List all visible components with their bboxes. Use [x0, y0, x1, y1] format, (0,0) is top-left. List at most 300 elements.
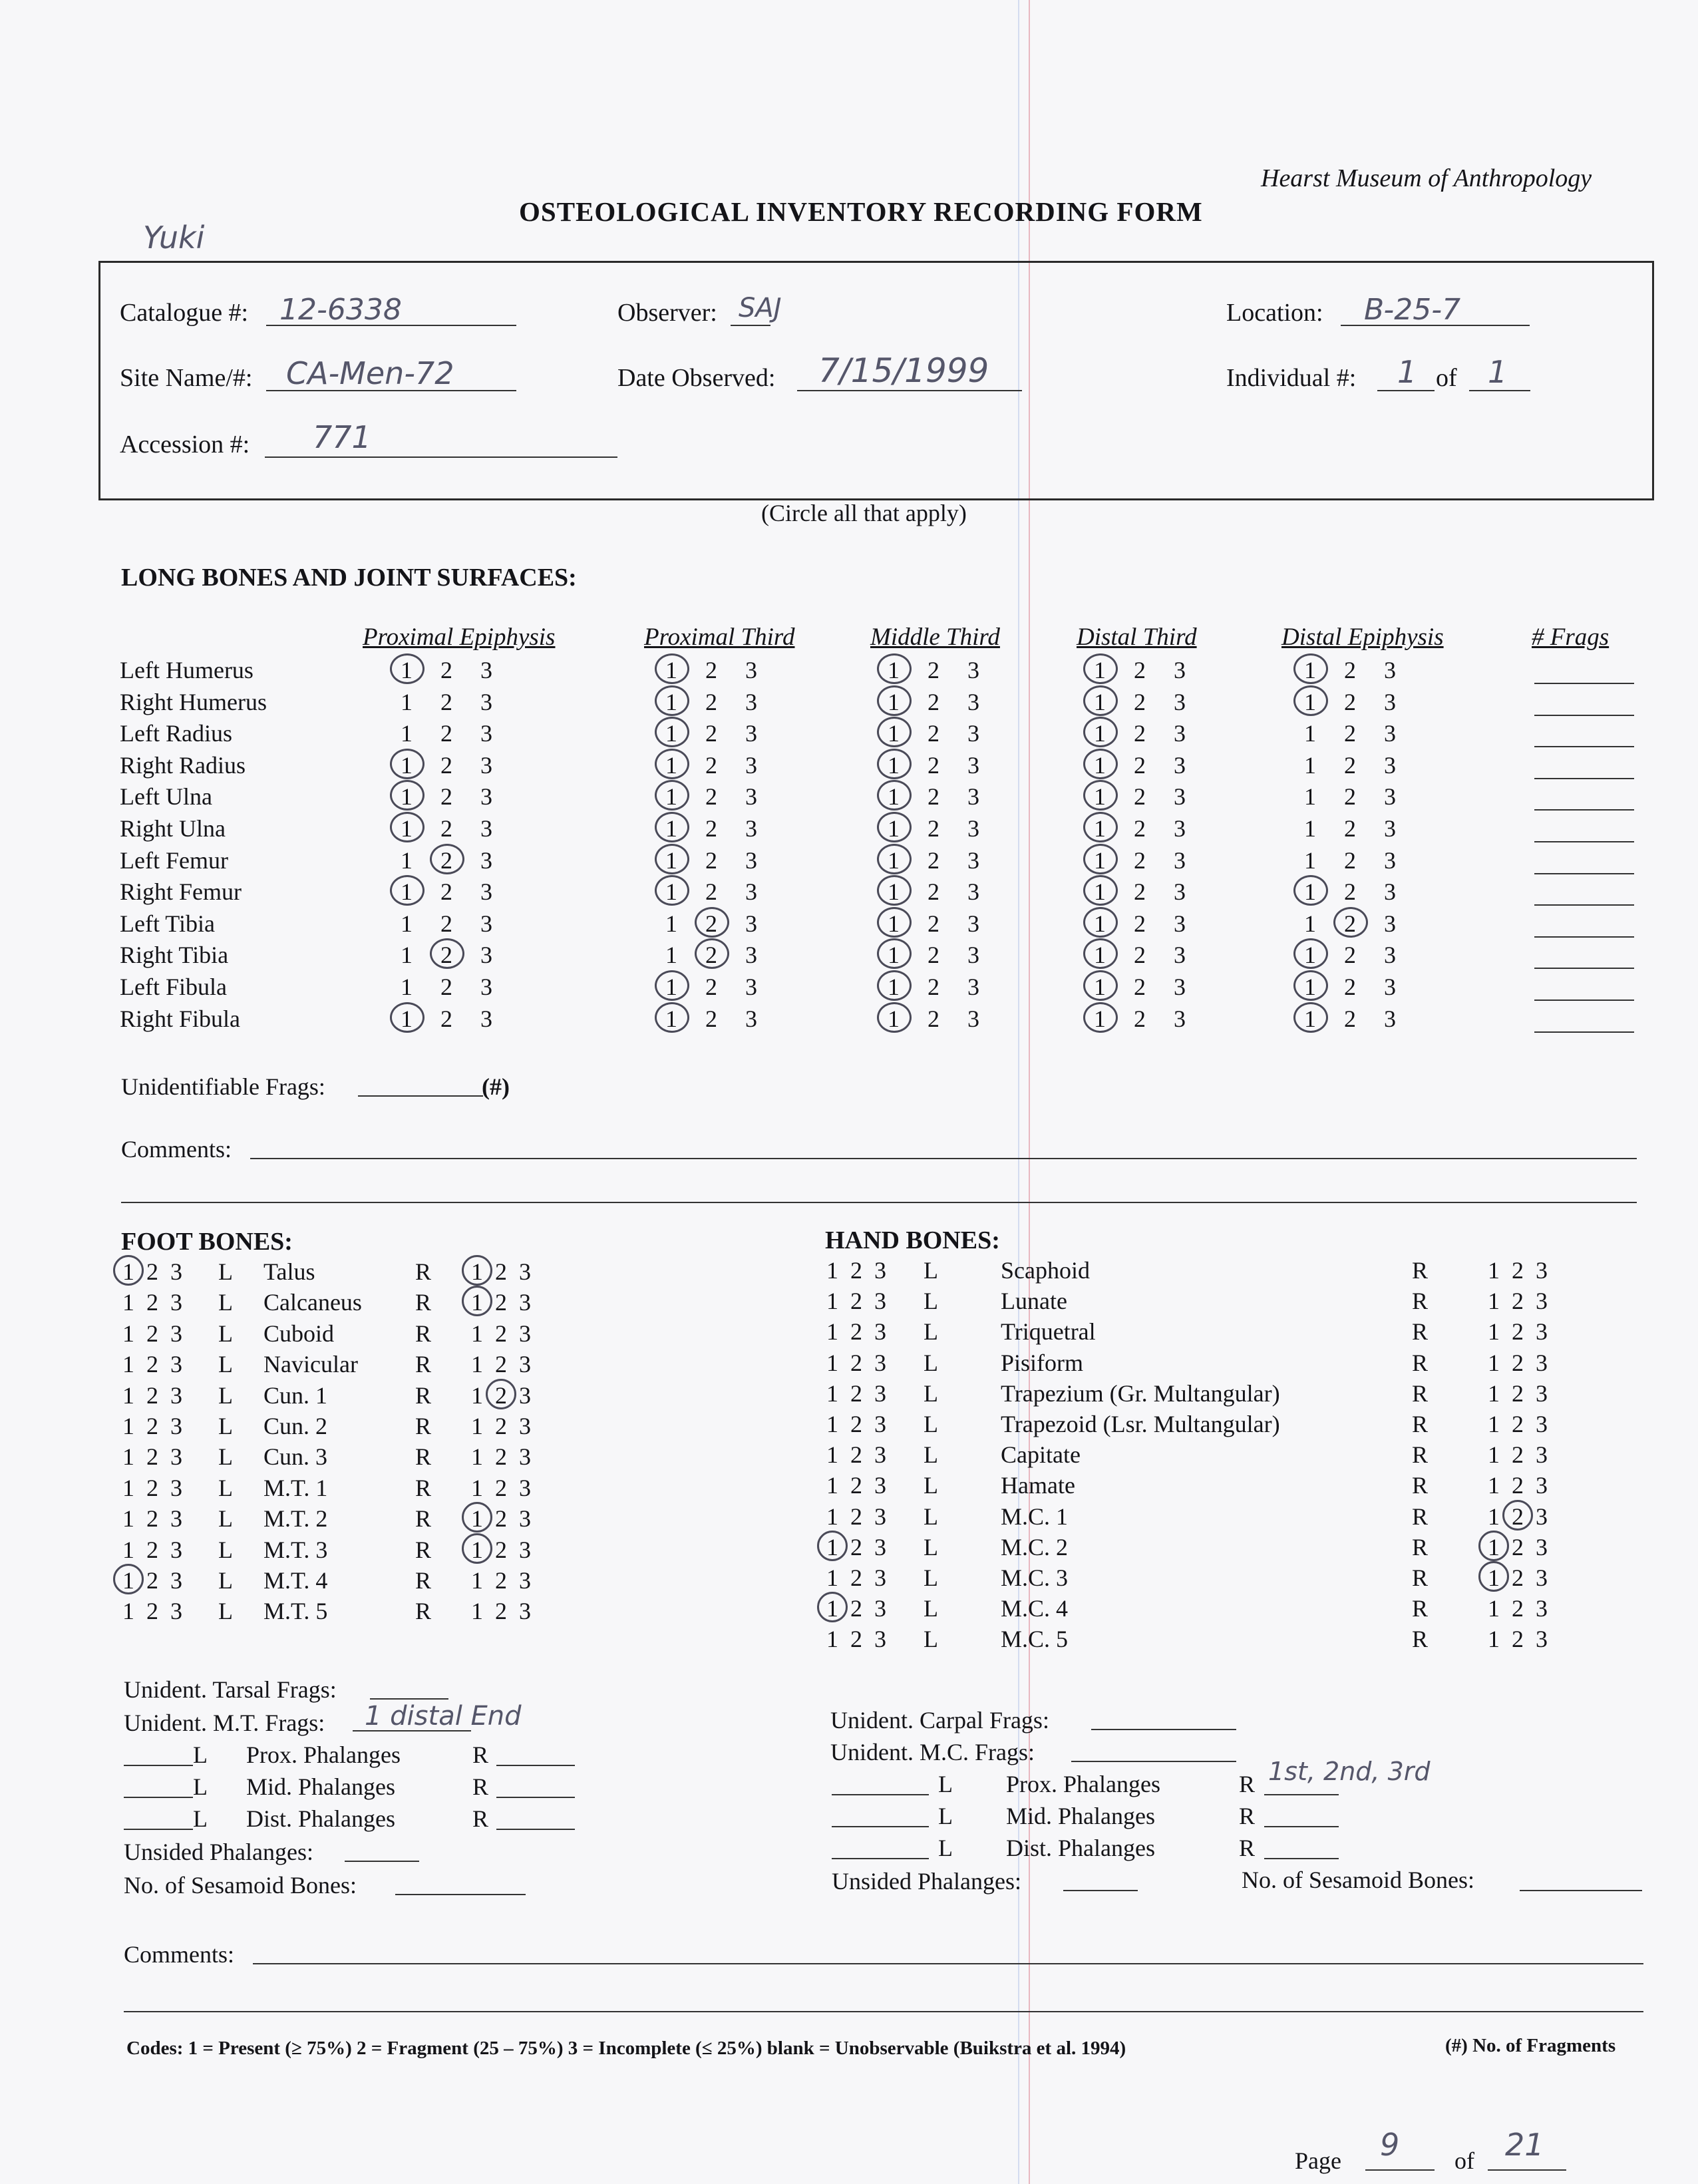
score-right-fibula-c0-1[interactable]: 1: [401, 1005, 413, 1032]
score-left-ulna-c0-2[interactable]: 2: [440, 783, 452, 811]
score-right-fibula-c2-2[interactable]: 2: [928, 1005, 939, 1032]
score-right-ulna-c0-3[interactable]: 3: [480, 815, 492, 842]
hand-left-hamate-3[interactable]: 3: [874, 1472, 886, 1499]
score-right-femur-c3-2[interactable]: 2: [1134, 878, 1146, 906]
foot-left-cun-1-1[interactable]: 1: [122, 1381, 134, 1409]
score-left-femur-c4-2[interactable]: 2: [1344, 846, 1356, 874]
mc-frags-field[interactable]: [1071, 1761, 1236, 1762]
foot-left-m-t-5-1[interactable]: 1: [122, 1598, 134, 1625]
foot-right-cuboid-1[interactable]: 1: [471, 1320, 483, 1347]
frags-field-right-tibia[interactable]: [1534, 968, 1634, 969]
score-right-humerus-c0-1[interactable]: 1: [401, 688, 413, 715]
foot-left-m-t-2-1[interactable]: 1: [122, 1505, 134, 1533]
score-left-femur-c4-1[interactable]: 1: [1304, 846, 1316, 874]
foot-prox-right-field[interactable]: [496, 1765, 575, 1766]
hand-left-triquetral-2[interactable]: 2: [850, 1318, 862, 1346]
hand-left-lunate-2[interactable]: 2: [850, 1288, 862, 1315]
score-right-radius-c0-2[interactable]: 2: [440, 751, 452, 779]
foot-right-cun-1-3[interactable]: 3: [519, 1381, 531, 1409]
foot-right-m-t-3-1[interactable]: 1: [471, 1536, 483, 1563]
hand-left-m-c-2-1[interactable]: 1: [826, 1533, 838, 1560]
score-right-femur-c4-2[interactable]: 2: [1344, 878, 1356, 906]
hand-right-triquetral-1[interactable]: 1: [1488, 1318, 1500, 1346]
score-right-humerus-c2-3[interactable]: 3: [967, 688, 979, 715]
hand-left-m-c-3-2[interactable]: 2: [850, 1564, 862, 1591]
foot-left-calcaneus-2[interactable]: 2: [146, 1289, 158, 1316]
score-left-ulna-c3-1[interactable]: 1: [1094, 783, 1106, 811]
score-left-ulna-c4-2[interactable]: 2: [1344, 783, 1356, 811]
score-left-tibia-c4-1[interactable]: 1: [1304, 910, 1316, 937]
score-right-tibia-c3-1[interactable]: 1: [1094, 942, 1106, 969]
score-left-femur-c3-2[interactable]: 2: [1134, 846, 1146, 874]
score-left-radius-c2-3[interactable]: 3: [967, 720, 979, 747]
hand-mid-right-field[interactable]: [1264, 1826, 1339, 1827]
foot-right-cun-3-3[interactable]: 3: [519, 1443, 531, 1471]
hand-right-hamate-1[interactable]: 1: [1488, 1472, 1500, 1499]
foot-left-m-t-5-3[interactable]: 3: [170, 1598, 182, 1625]
score-left-femur-c0-2[interactable]: 2: [440, 846, 452, 874]
foot-right-m-t-4-2[interactable]: 2: [495, 1567, 507, 1594]
foot-left-cun-2-2[interactable]: 2: [146, 1413, 158, 1439]
score-left-femur-c0-3[interactable]: 3: [480, 846, 492, 874]
score-left-humerus-c3-3[interactable]: 3: [1174, 657, 1186, 683]
score-left-fibula-c1-3[interactable]: 3: [745, 974, 757, 1000]
foot-right-m-t-1-2[interactable]: 2: [495, 1474, 507, 1501]
score-right-ulna-c0-2[interactable]: 2: [440, 815, 452, 842]
score-right-fibula-c4-2[interactable]: 2: [1344, 1005, 1356, 1032]
score-left-femur-c2-3[interactable]: 3: [967, 846, 979, 874]
score-right-tibia-c2-2[interactable]: 2: [928, 942, 939, 969]
hand-left-m-c-5-2[interactable]: 2: [850, 1626, 862, 1653]
score-left-tibia-c3-3[interactable]: 3: [1174, 910, 1186, 937]
foot-right-m-t-1-3[interactable]: 3: [519, 1474, 531, 1501]
foot-right-m-t-2-1[interactable]: 1: [471, 1505, 483, 1533]
score-right-tibia-c0-2[interactable]: 2: [440, 942, 452, 969]
foot-left-m-t-5-2[interactable]: 2: [146, 1598, 158, 1625]
individual-total-field[interactable]: [1469, 390, 1530, 391]
score-right-fibula-c2-3[interactable]: 3: [967, 1005, 979, 1032]
score-left-fibula-c0-1[interactable]: 1: [401, 974, 413, 1000]
foot-unsided-field[interactable]: [345, 1861, 419, 1862]
long-bones-comments-field-2[interactable]: [121, 1202, 1637, 1203]
foot-left-m-t-2-2[interactable]: 2: [146, 1505, 158, 1533]
score-right-ulna-c1-2[interactable]: 2: [705, 815, 717, 842]
foot-left-cun-3-3[interactable]: 3: [170, 1443, 182, 1471]
score-right-femur-c1-2[interactable]: 2: [705, 878, 717, 906]
score-right-humerus-c0-3[interactable]: 3: [480, 688, 492, 715]
score-left-ulna-c1-1[interactable]: 1: [665, 783, 677, 811]
score-right-fibula-c4-1[interactable]: 1: [1304, 1005, 1316, 1032]
score-left-fibula-c2-1[interactable]: 1: [888, 974, 900, 1000]
score-right-radius-c4-2[interactable]: 2: [1344, 751, 1356, 779]
hand-left-trapezoid-lsr-multangular-1[interactable]: 1: [826, 1411, 838, 1437]
hand-prox-right-field[interactable]: [1264, 1794, 1339, 1795]
score-right-ulna-c1-3[interactable]: 3: [745, 815, 757, 842]
score-right-radius-c0-1[interactable]: 1: [401, 751, 413, 779]
long-bones-comments-field[interactable]: [250, 1158, 1637, 1159]
score-right-ulna-c3-1[interactable]: 1: [1094, 815, 1106, 842]
frags-field-left-tibia[interactable]: [1534, 936, 1634, 938]
score-left-humerus-c0-3[interactable]: 3: [480, 657, 492, 683]
hand-mid-left-field[interactable]: [832, 1826, 929, 1827]
score-right-fibula-c3-1[interactable]: 1: [1094, 1005, 1106, 1032]
hand-right-hamate-2[interactable]: 2: [1512, 1472, 1524, 1499]
foot-mid-left-field[interactable]: [124, 1797, 193, 1798]
hand-unsided-field[interactable]: [1063, 1890, 1138, 1891]
hand-right-hamate-3[interactable]: 3: [1536, 1472, 1548, 1499]
score-left-tibia-c3-1[interactable]: 1: [1094, 910, 1106, 937]
page-total-field[interactable]: [1488, 2169, 1566, 2171]
hand-right-capitate-1[interactable]: 1: [1488, 1441, 1500, 1469]
hand-left-hamate-2[interactable]: 2: [850, 1472, 862, 1499]
score-left-humerus-c0-2[interactable]: 2: [440, 657, 452, 683]
foot-left-talus-3[interactable]: 3: [170, 1258, 182, 1285]
score-left-ulna-c4-1[interactable]: 1: [1304, 783, 1316, 811]
hand-right-capitate-3[interactable]: 3: [1536, 1441, 1548, 1469]
score-right-radius-c2-1[interactable]: 1: [888, 751, 900, 779]
score-left-ulna-c2-2[interactable]: 2: [928, 783, 939, 811]
hand-right-m-c-4-1[interactable]: 1: [1488, 1595, 1500, 1622]
foot-left-cun-3-1[interactable]: 1: [122, 1443, 134, 1471]
score-right-tibia-c1-2[interactable]: 2: [705, 942, 717, 969]
score-right-humerus-c3-1[interactable]: 1: [1094, 688, 1106, 715]
score-right-femur-c2-1[interactable]: 1: [888, 878, 900, 906]
frags-field-left-radius[interactable]: [1534, 746, 1634, 747]
hand-left-triquetral-1[interactable]: 1: [826, 1318, 838, 1346]
score-left-radius-c4-1[interactable]: 1: [1304, 720, 1316, 747]
tarsal-frags-field[interactable]: [370, 1698, 448, 1700]
score-left-humerus-c2-2[interactable]: 2: [928, 657, 939, 683]
foot-right-m-t-4-3[interactable]: 3: [519, 1567, 531, 1594]
score-left-fibula-c4-2[interactable]: 2: [1344, 974, 1356, 1000]
hand-right-m-c-4-2[interactable]: 2: [1512, 1595, 1524, 1622]
hand-left-pisiform-1[interactable]: 1: [826, 1349, 838, 1376]
score-left-ulna-c1-3[interactable]: 3: [745, 783, 757, 811]
score-left-humerus-c3-1[interactable]: 1: [1094, 657, 1106, 683]
frags-field-left-femur[interactable]: [1534, 873, 1634, 874]
score-right-radius-c2-3[interactable]: 3: [967, 751, 979, 779]
score-right-humerus-c4-2[interactable]: 2: [1344, 688, 1356, 715]
foot-left-m-t-2-3[interactable]: 3: [170, 1505, 182, 1533]
foot-left-navicular-2[interactable]: 2: [146, 1351, 158, 1378]
hand-left-triquetral-3[interactable]: 3: [874, 1318, 886, 1346]
foot-right-cuboid-2[interactable]: 2: [495, 1320, 507, 1347]
score-right-femur-c1-1[interactable]: 1: [665, 878, 677, 906]
score-right-radius-c1-2[interactable]: 2: [705, 751, 717, 779]
score-left-humerus-c2-1[interactable]: 1: [888, 657, 900, 683]
score-right-tibia-c1-1[interactable]: 1: [665, 942, 677, 969]
hand-left-pisiform-2[interactable]: 2: [850, 1349, 862, 1376]
score-left-humerus-c0-1[interactable]: 1: [401, 657, 413, 683]
foot-left-cun-1-3[interactable]: 3: [170, 1381, 182, 1409]
frags-field-right-femur[interactable]: [1534, 904, 1634, 906]
score-left-femur-c0-1[interactable]: 1: [401, 846, 413, 874]
hand-dist-right-field[interactable]: [1264, 1858, 1339, 1859]
score-right-ulna-c3-2[interactable]: 2: [1134, 815, 1146, 842]
foot-left-cun-2-3[interactable]: 3: [170, 1413, 182, 1439]
foot-right-cun-2-3[interactable]: 3: [519, 1413, 531, 1439]
score-right-fibula-c2-1[interactable]: 1: [888, 1005, 900, 1032]
frags-field-right-radius[interactable]: [1534, 778, 1634, 779]
hand-left-m-c-2-3[interactable]: 3: [874, 1533, 886, 1560]
hand-right-trapezoid-lsr-multangular-3[interactable]: 3: [1536, 1411, 1548, 1437]
score-left-femur-c1-2[interactable]: 2: [705, 846, 717, 874]
hand-right-trapezium-gr-multangular-1[interactable]: 1: [1488, 1379, 1500, 1407]
score-left-radius-c2-2[interactable]: 2: [928, 720, 939, 747]
foot-right-m-t-5-3[interactable]: 3: [519, 1598, 531, 1625]
hand-right-m-c-1-3[interactable]: 3: [1536, 1503, 1548, 1530]
score-right-humerus-c2-1[interactable]: 1: [888, 688, 900, 715]
score-left-radius-c2-1[interactable]: 1: [888, 720, 900, 747]
score-right-fibula-c0-3[interactable]: 3: [480, 1005, 492, 1032]
score-left-ulna-c3-2[interactable]: 2: [1134, 783, 1146, 811]
foot-left-m-t-4-1[interactable]: 1: [122, 1567, 134, 1594]
foot-left-m-t-1-2[interactable]: 2: [146, 1474, 158, 1501]
score-right-fibula-c1-3[interactable]: 3: [745, 1005, 757, 1032]
foot-mid-right-field[interactable]: [496, 1797, 575, 1798]
score-left-ulna-c1-2[interactable]: 2: [705, 783, 717, 811]
score-left-fibula-c0-2[interactable]: 2: [440, 974, 452, 1000]
hand-left-trapezoid-lsr-multangular-3[interactable]: 3: [874, 1411, 886, 1437]
foot-left-m-t-3-2[interactable]: 2: [146, 1536, 158, 1563]
score-right-ulna-c4-1[interactable]: 1: [1304, 815, 1316, 842]
score-left-radius-c3-1[interactable]: 1: [1094, 720, 1106, 747]
hand-left-m-c-4-2[interactable]: 2: [850, 1595, 862, 1622]
foot-left-talus-2[interactable]: 2: [146, 1258, 158, 1285]
hand-left-m-c-1-2[interactable]: 2: [850, 1503, 862, 1530]
hand-left-m-c-4-1[interactable]: 1: [826, 1595, 838, 1622]
foot-right-calcaneus-2[interactable]: 2: [495, 1289, 507, 1316]
score-left-fibula-c1-2[interactable]: 2: [705, 974, 717, 1000]
hand-right-m-c-4-3[interactable]: 3: [1536, 1595, 1548, 1622]
hand-right-pisiform-3[interactable]: 3: [1536, 1349, 1548, 1376]
hand-right-scaphoid-1[interactable]: 1: [1488, 1257, 1500, 1284]
comments-field[interactable]: [253, 1963, 1643, 1964]
score-right-femur-c3-1[interactable]: 1: [1094, 878, 1106, 906]
foot-left-m-t-3-1[interactable]: 1: [122, 1536, 134, 1563]
hand-left-trapezium-gr-multangular-1[interactable]: 1: [826, 1379, 838, 1407]
score-left-radius-c0-1[interactable]: 1: [401, 720, 413, 747]
foot-right-m-t-3-2[interactable]: 2: [495, 1536, 507, 1563]
score-right-fibula-c1-2[interactable]: 2: [705, 1005, 717, 1032]
hand-right-trapezium-gr-multangular-3[interactable]: 3: [1536, 1379, 1548, 1407]
hand-right-trapezium-gr-multangular-2[interactable]: 2: [1512, 1379, 1524, 1407]
foot-right-talus-1[interactable]: 1: [471, 1258, 483, 1285]
score-left-tibia-c4-2[interactable]: 2: [1344, 910, 1356, 937]
hand-left-m-c-3-3[interactable]: 3: [874, 1564, 886, 1591]
score-left-femur-c1-1[interactable]: 1: [665, 846, 677, 874]
individual-field[interactable]: [1377, 390, 1435, 391]
score-left-humerus-c1-3[interactable]: 3: [745, 657, 757, 683]
score-left-ulna-c0-1[interactable]: 1: [401, 783, 413, 811]
hand-left-capitate-2[interactable]: 2: [850, 1441, 862, 1469]
hand-left-m-c-2-2[interactable]: 2: [850, 1533, 862, 1560]
hand-left-m-c-5-3[interactable]: 3: [874, 1626, 886, 1653]
score-right-tibia-c0-3[interactable]: 3: [480, 942, 492, 969]
score-left-fibula-c2-3[interactable]: 3: [967, 974, 979, 1000]
frags-field-right-humerus[interactable]: [1534, 715, 1634, 716]
foot-left-m-t-3-3[interactable]: 3: [170, 1536, 182, 1563]
hand-right-m-c-3-3[interactable]: 3: [1536, 1564, 1548, 1591]
score-left-radius-c4-3[interactable]: 3: [1384, 720, 1396, 747]
frags-field-right-fibula[interactable]: [1534, 1031, 1634, 1033]
observer-field[interactable]: [731, 325, 770, 326]
score-right-tibia-c4-2[interactable]: 2: [1344, 942, 1356, 969]
score-right-humerus-c3-3[interactable]: 3: [1174, 688, 1186, 715]
score-left-radius-c1-1[interactable]: 1: [665, 720, 677, 747]
foot-left-m-t-1-1[interactable]: 1: [122, 1474, 134, 1501]
score-left-radius-c3-2[interactable]: 2: [1134, 720, 1146, 747]
foot-left-m-t-4-3[interactable]: 3: [170, 1567, 182, 1594]
hand-left-lunate-1[interactable]: 1: [826, 1288, 838, 1315]
score-right-ulna-c1-1[interactable]: 1: [665, 815, 677, 842]
foot-left-cun-3-2[interactable]: 2: [146, 1443, 158, 1471]
score-right-ulna-c4-3[interactable]: 3: [1384, 815, 1396, 842]
date-field[interactable]: [797, 390, 1022, 391]
score-left-femur-c2-1[interactable]: 1: [888, 846, 900, 874]
score-left-fibula-c3-1[interactable]: 1: [1094, 974, 1106, 1000]
hand-left-pisiform-3[interactable]: 3: [874, 1349, 886, 1376]
score-right-tibia-c2-3[interactable]: 3: [967, 942, 979, 969]
score-right-radius-c0-3[interactable]: 3: [480, 751, 492, 779]
score-right-tibia-c4-1[interactable]: 1: [1304, 942, 1316, 969]
foot-right-cun-2-1[interactable]: 1: [471, 1413, 483, 1439]
score-right-femur-c0-3[interactable]: 3: [480, 878, 492, 906]
unident-frags-field[interactable]: [358, 1095, 483, 1097]
score-right-femur-c3-3[interactable]: 3: [1174, 878, 1186, 906]
hand-right-scaphoid-3[interactable]: 3: [1536, 1257, 1548, 1284]
hand-right-m-c-3-2[interactable]: 2: [1512, 1564, 1524, 1591]
foot-dist-left-field[interactable]: [124, 1829, 193, 1830]
score-right-fibula-c4-3[interactable]: 3: [1384, 1005, 1396, 1032]
score-left-tibia-c4-3[interactable]: 3: [1384, 910, 1396, 937]
foot-left-navicular-1[interactable]: 1: [122, 1351, 134, 1378]
foot-right-cun-1-2[interactable]: 2: [495, 1381, 507, 1409]
hand-right-pisiform-1[interactable]: 1: [1488, 1349, 1500, 1376]
score-right-radius-c3-1[interactable]: 1: [1094, 751, 1106, 779]
score-left-fibula-c2-2[interactable]: 2: [928, 974, 939, 1000]
foot-left-cun-1-2[interactable]: 2: [146, 1381, 158, 1409]
score-right-tibia-c0-1[interactable]: 1: [401, 942, 413, 969]
score-right-radius-c1-3[interactable]: 3: [745, 751, 757, 779]
score-left-humerus-c1-2[interactable]: 2: [705, 657, 717, 683]
hand-left-hamate-1[interactable]: 1: [826, 1472, 838, 1499]
score-right-humerus-c4-1[interactable]: 1: [1304, 688, 1316, 715]
score-left-humerus-c3-2[interactable]: 2: [1134, 657, 1146, 683]
foot-right-m-t-1-1[interactable]: 1: [471, 1474, 483, 1501]
score-right-tibia-c2-1[interactable]: 1: [888, 942, 900, 969]
score-right-fibula-c0-2[interactable]: 2: [440, 1005, 452, 1032]
score-left-humerus-c4-2[interactable]: 2: [1344, 657, 1356, 683]
foot-left-cun-2-1[interactable]: 1: [122, 1413, 134, 1439]
frags-field-left-humerus[interactable]: [1534, 683, 1634, 684]
score-right-radius-c1-1[interactable]: 1: [665, 751, 677, 779]
carpal-frags-field[interactable]: [1091, 1729, 1236, 1730]
hand-right-m-c-5-3[interactable]: 3: [1536, 1626, 1548, 1653]
score-right-femur-c0-2[interactable]: 2: [440, 878, 452, 906]
score-right-ulna-c3-3[interactable]: 3: [1174, 815, 1186, 842]
score-left-radius-c0-2[interactable]: 2: [440, 720, 452, 747]
hand-right-lunate-2[interactable]: 2: [1512, 1288, 1524, 1315]
score-right-femur-c2-2[interactable]: 2: [928, 878, 939, 906]
hand-right-trapezoid-lsr-multangular-1[interactable]: 1: [1488, 1411, 1500, 1437]
foot-left-cuboid-2[interactable]: 2: [146, 1320, 158, 1347]
frags-field-left-fibula[interactable]: [1534, 1000, 1634, 1001]
score-left-fibula-c4-1[interactable]: 1: [1304, 974, 1316, 1000]
score-right-tibia-c3-2[interactable]: 2: [1134, 942, 1146, 969]
score-left-tibia-c3-2[interactable]: 2: [1134, 910, 1146, 937]
foot-left-navicular-3[interactable]: 3: [170, 1351, 182, 1378]
foot-right-navicular-1[interactable]: 1: [471, 1351, 483, 1378]
score-left-tibia-c0-1[interactable]: 1: [401, 910, 413, 937]
hand-left-scaphoid-1[interactable]: 1: [826, 1257, 838, 1284]
score-left-femur-c2-2[interactable]: 2: [928, 846, 939, 874]
hand-right-triquetral-2[interactable]: 2: [1512, 1318, 1524, 1346]
foot-right-cun-3-1[interactable]: 1: [471, 1443, 483, 1471]
score-left-humerus-c1-1[interactable]: 1: [665, 657, 677, 683]
score-right-femur-c4-3[interactable]: 3: [1384, 878, 1396, 906]
hand-right-m-c-3-1[interactable]: 1: [1488, 1564, 1500, 1591]
score-right-humerus-c1-3[interactable]: 3: [745, 688, 757, 715]
score-right-humerus-c1-1[interactable]: 1: [665, 688, 677, 715]
foot-right-talus-3[interactable]: 3: [519, 1258, 531, 1285]
score-right-femur-c4-1[interactable]: 1: [1304, 878, 1316, 906]
score-left-radius-c4-2[interactable]: 2: [1344, 720, 1356, 747]
hand-right-lunate-3[interactable]: 3: [1536, 1288, 1548, 1315]
foot-right-cun-2-2[interactable]: 2: [495, 1413, 507, 1439]
score-left-radius-c0-3[interactable]: 3: [480, 720, 492, 747]
score-right-tibia-c3-3[interactable]: 3: [1174, 942, 1186, 969]
comments-field-2[interactable]: [124, 2011, 1643, 2012]
score-left-fibula-c4-3[interactable]: 3: [1384, 974, 1396, 1000]
score-right-ulna-c2-1[interactable]: 1: [888, 815, 900, 842]
score-right-tibia-c1-3[interactable]: 3: [745, 942, 757, 969]
hand-left-m-c-4-3[interactable]: 3: [874, 1595, 886, 1622]
score-left-fibula-c3-2[interactable]: 2: [1134, 974, 1146, 1000]
score-left-tibia-c2-2[interactable]: 2: [928, 910, 939, 937]
hand-right-m-c-5-2[interactable]: 2: [1512, 1626, 1524, 1653]
score-left-tibia-c2-1[interactable]: 1: [888, 910, 900, 937]
foot-right-m-t-2-3[interactable]: 3: [519, 1505, 531, 1533]
foot-right-m-t-5-2[interactable]: 2: [495, 1598, 507, 1625]
hand-left-scaphoid-3[interactable]: 3: [874, 1257, 886, 1284]
score-right-fibula-c1-1[interactable]: 1: [665, 1005, 677, 1032]
score-right-radius-c2-2[interactable]: 2: [928, 751, 939, 779]
hand-right-triquetral-3[interactable]: 3: [1536, 1318, 1548, 1346]
hand-left-trapezium-gr-multangular-2[interactable]: 2: [850, 1379, 862, 1407]
score-right-fibula-c3-2[interactable]: 2: [1134, 1005, 1146, 1032]
hand-right-m-c-1-2[interactable]: 2: [1512, 1503, 1524, 1530]
foot-right-cun-1-1[interactable]: 1: [471, 1381, 483, 1409]
hand-left-scaphoid-2[interactable]: 2: [850, 1257, 862, 1284]
score-left-radius-c3-3[interactable]: 3: [1174, 720, 1186, 747]
score-left-tibia-c0-3[interactable]: 3: [480, 910, 492, 937]
foot-dist-right-field[interactable]: [496, 1829, 575, 1830]
foot-left-talus-1[interactable]: 1: [122, 1258, 134, 1285]
hand-prox-left-field[interactable]: [832, 1794, 929, 1795]
score-left-ulna-c2-1[interactable]: 1: [888, 783, 900, 811]
accession-field[interactable]: [265, 456, 617, 458]
hand-right-m-c-2-2[interactable]: 2: [1512, 1533, 1524, 1560]
foot-left-m-t-4-2[interactable]: 2: [146, 1567, 158, 1594]
hand-sesamoid-field[interactable]: [1520, 1890, 1642, 1891]
score-left-radius-c1-3[interactable]: 3: [745, 720, 757, 747]
frags-field-left-ulna[interactable]: [1534, 809, 1634, 811]
hand-right-capitate-2[interactable]: 2: [1512, 1441, 1524, 1469]
score-right-tibia-c4-3[interactable]: 3: [1384, 942, 1396, 969]
score-left-ulna-c2-3[interactable]: 3: [967, 783, 979, 811]
hand-left-trapezium-gr-multangular-3[interactable]: 3: [874, 1379, 886, 1407]
